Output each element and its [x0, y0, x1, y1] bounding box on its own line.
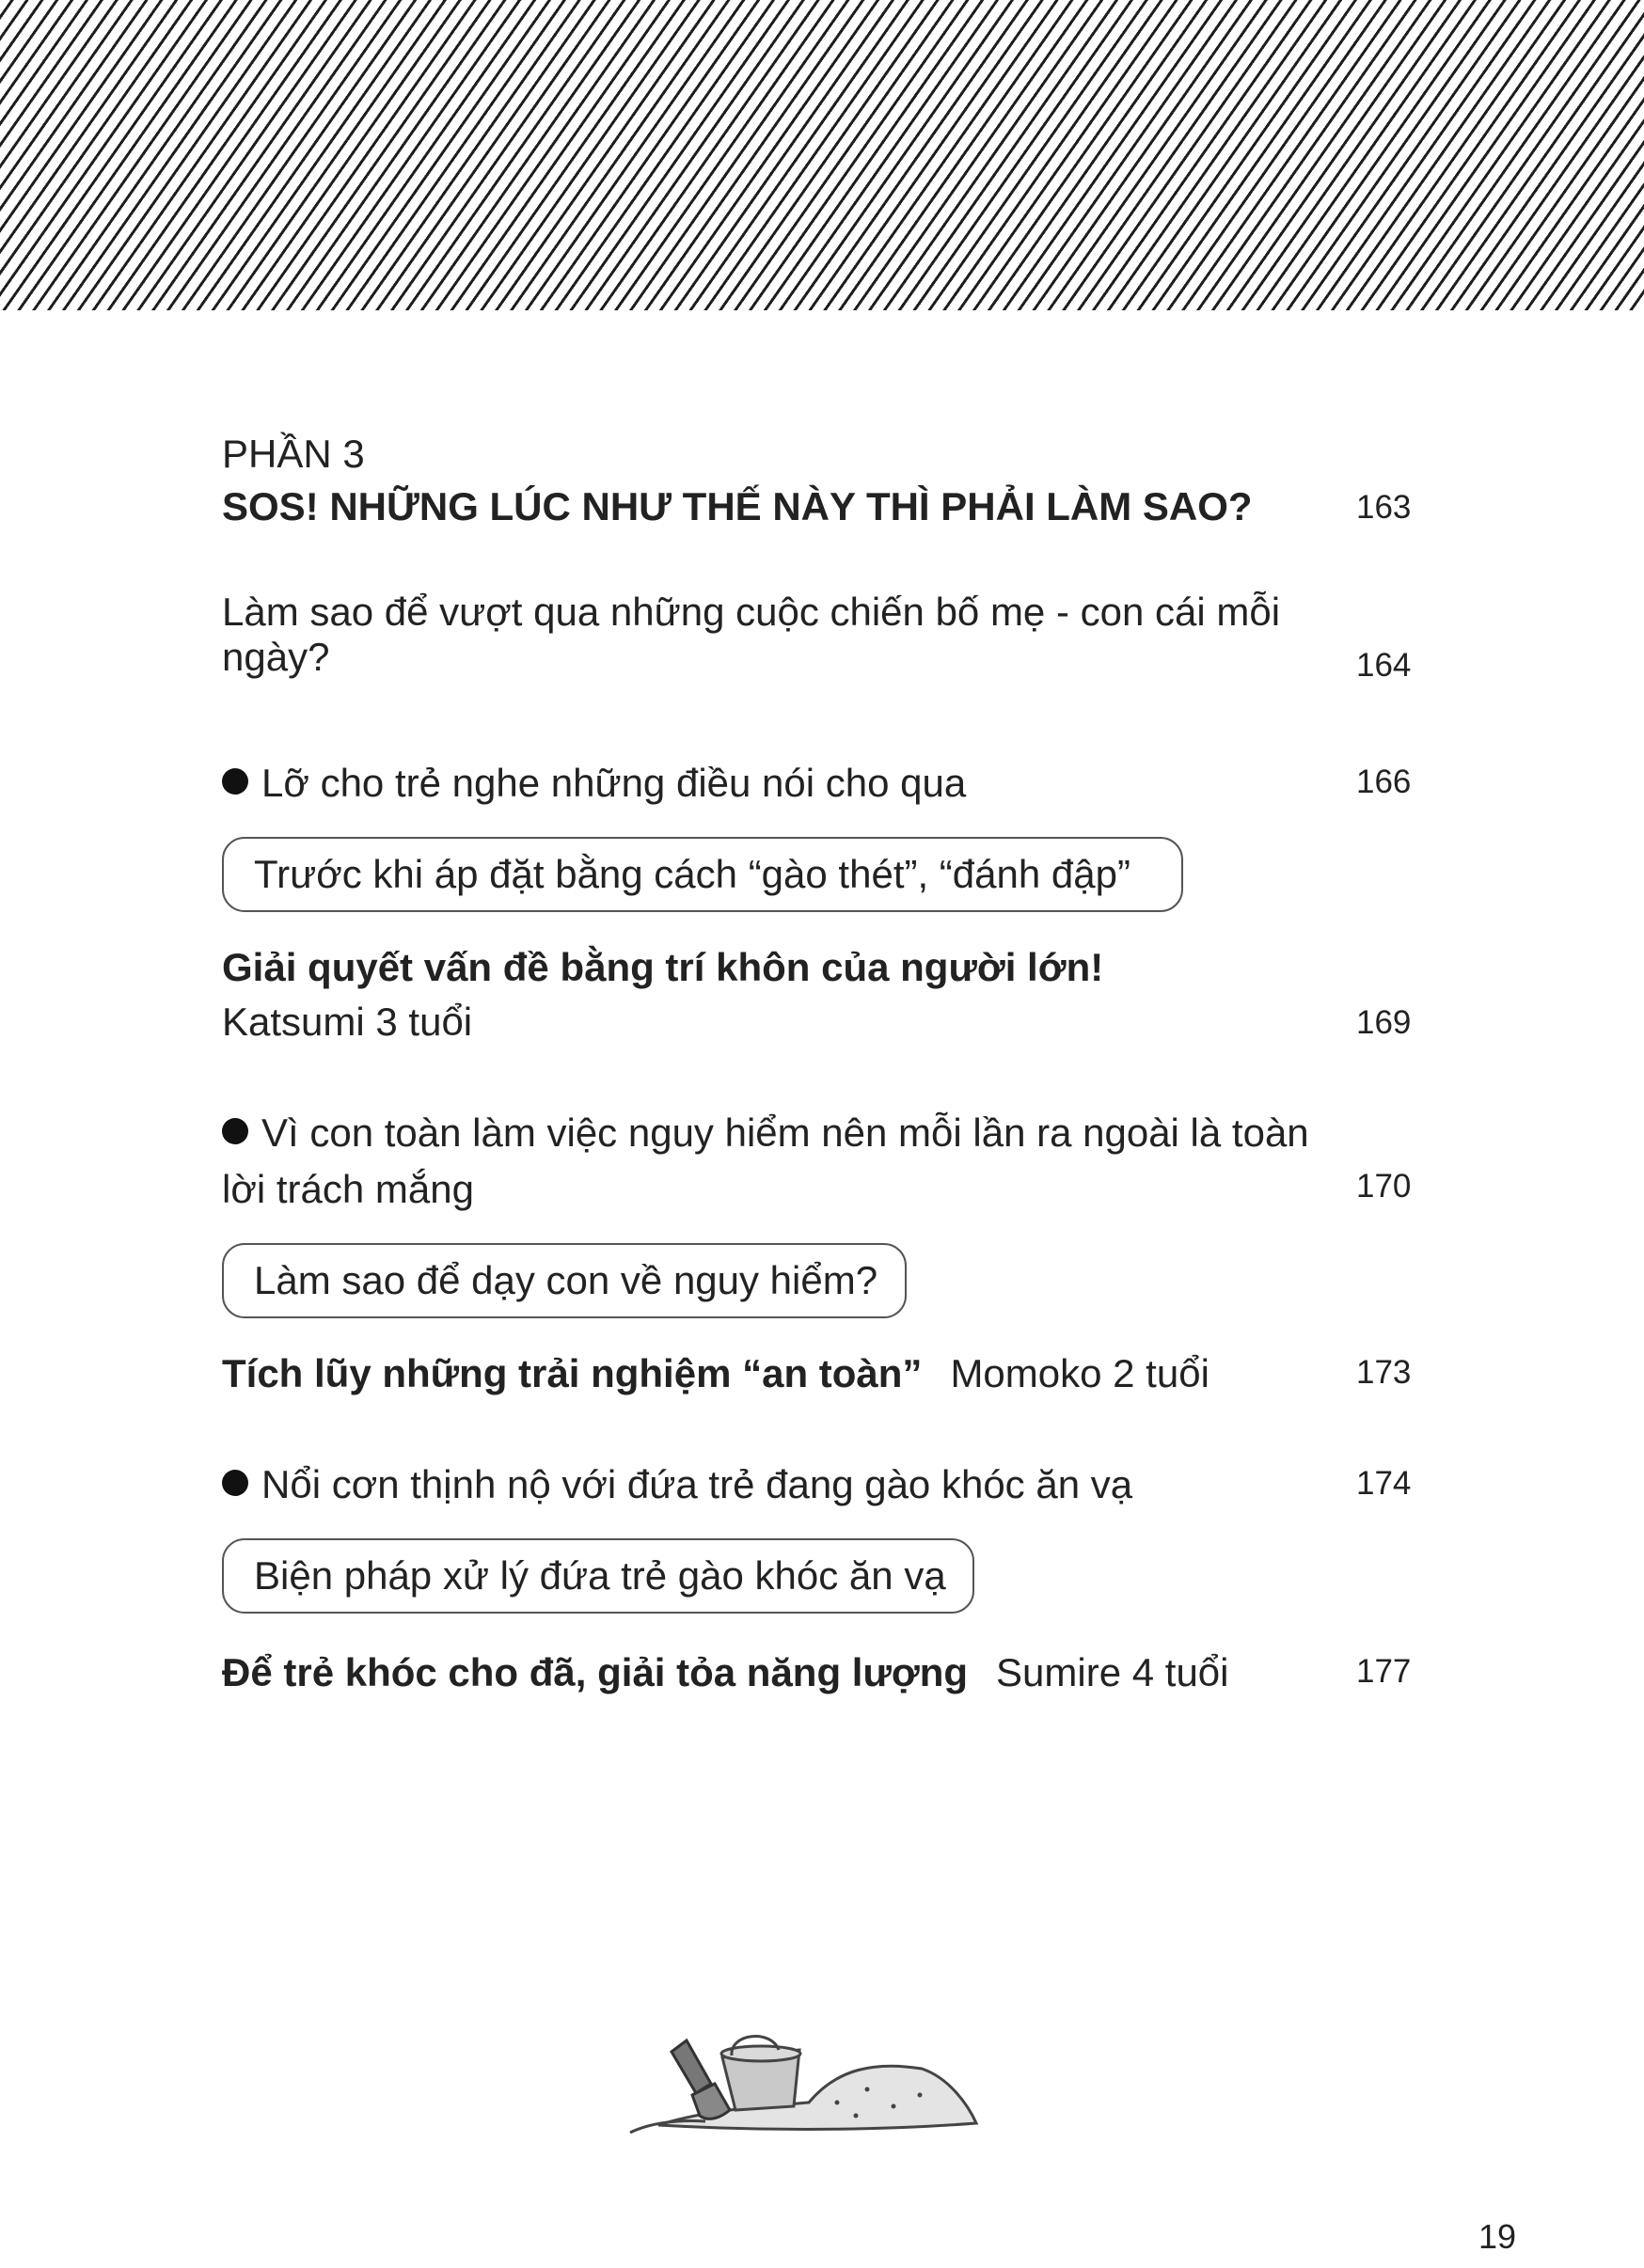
bullet-item-2-line-1: Vì con toàn làm việc nguy hiểm nên mỗi lần ra ngoài là toàn	[222, 1110, 1309, 1157]
case-name-1: Katsumi 3 tuổi	[222, 1000, 473, 1044]
case-heading-2: Tích lũy những trải nghiệm “an toàn”	[222, 1351, 923, 1395]
header-hatch-band	[0, 0, 1644, 310]
case-1-page: 169	[1356, 1004, 1412, 1041]
bullet-item-2-page: 170	[1356, 1168, 1412, 1205]
bullet-item-1: Lỡ cho trẻ nghe những điều nói cho qua	[222, 760, 966, 807]
bullet-dot-icon	[222, 1470, 248, 1496]
intro-line-2: ngày?	[222, 635, 330, 679]
section-title: SOS! NHỮNG LÚC NHƯ THẾ NÀY THÌ PHẢI LÀM SAO?	[222, 484, 1253, 528]
bullet-item-3: Nổi cơn thịnh nộ với đứa trẻ đang gào khóc ăn vạ	[222, 1461, 1132, 1508]
case-heading-1: Giải quyết vấn đề bằng trí khôn của người lớn!	[222, 945, 1104, 989]
bullet-dot-icon	[222, 1118, 248, 1144]
case-name-3: Sumire 4 tuổi	[996, 1650, 1229, 1694]
case-3-page: 177	[1356, 1653, 1412, 1690]
intro-line-1: Làm sao để vượt qua những cuộc chiến bố mẹ - con cái mỗi	[222, 590, 1281, 634]
tip-box-1: Trước khi áp đặt bằng cách “gào thét”, “đánh đập”	[222, 837, 1183, 912]
page-number: 19	[1478, 2217, 1517, 2256]
bullet-item-2-line-2: lời trách mắng	[222, 1167, 474, 1211]
case-2-page: 173	[1356, 1354, 1412, 1391]
case-line-2	[222, 1350, 1209, 1397]
tip-box-3: Biện pháp xử lý đứa trẻ gào khóc ăn vạ	[222, 1538, 974, 1614]
case-name-2: Momoko 2 tuổi	[950, 1351, 1209, 1395]
section-title-page: 163	[1356, 489, 1412, 526]
section-label: PHẦN 3	[222, 432, 365, 476]
case-heading-3: Để trẻ khóc cho đã, giải tỏa năng lượng	[222, 1650, 969, 1694]
tip-box-2: Làm sao để dạy con về nguy hiểm?	[222, 1243, 907, 1318]
intro-page: 164	[1356, 647, 1412, 684]
bullet-item-1-page: 166	[1356, 764, 1412, 800]
sand-pile-bucket-shovel-icon	[621, 2012, 978, 2144]
case-line-3	[222, 1649, 1229, 1696]
bullet-dot-icon	[222, 768, 248, 795]
bullet-item-3-page: 174	[1356, 1465, 1412, 1502]
